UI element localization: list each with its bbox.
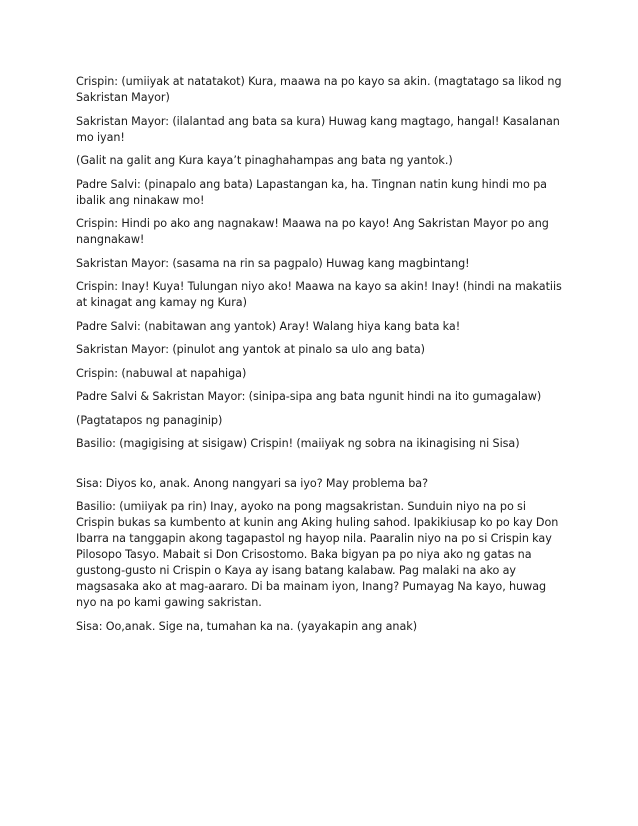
dialogue-line: Padre Salvi: (pinapalo ang bata) Lapastangan ka, ha. Tingnan natin kung hindi mo pa ibalik ang ninakaw mo! xyxy=(76,177,547,207)
dialogue-line: Crispin: (umiiyak at natatakot) Kura, maawa na po kayo sa akin. (magtatago sa likod ng Sakristan Mayor) xyxy=(76,75,562,104)
dialogue-line: Sakristan Mayor: (pinulot ang yantok at pinalo sa ulo ang bata) xyxy=(76,343,425,356)
stage-direction: (Galit na galit ang Kura kaya’t pinaghahampas ang bata ng yantok.) xyxy=(76,154,453,167)
dialogue-line: Sisa: Oo,anak. Sige na, tumahan ka na. (yayakapin ang anak) xyxy=(76,619,418,633)
dialogue-line: Sakristan Mayor: (sasama na rin sa pagpalo) Huwag kang magbintang! xyxy=(76,256,470,270)
dialogue-line: Padre Salvi: (nabitawan ang yantok) Aray! Walang hiya kang bata ka! xyxy=(76,319,461,333)
dialogue-line: Sakristan Mayor: (ilalantad ang bata sa kura) Huwag kang magtago, hangal! Kasalanan mo iyan! xyxy=(76,114,560,144)
dialogue-line: Basilio: (magigising at sisigaw) Crispin! (maiiyak ng sobra na ikinagising ni Sisa) xyxy=(76,437,520,450)
dialogue-line: Crispin: Inay! Kuya! Tulungan niyo ako! Maawa na kayo sa akin! Inay! (hindi na makatiis at kinagat ang kamay ng Kura) xyxy=(76,280,562,309)
document-body xyxy=(76,74,562,642)
dialogue-line: Basilio: (umiiyak pa rin) Inay, ayoko na pong magsakristan. Sunduin niyo na po si Crispin bukas sa kumbento at kunin ang Aking huling sahod. Ipakikiusap ko po kay Don Ibarra na tanggapin akong tagapastol ng hayop nila. Paaralin niyo na po si Crispin kay Pilosopo Tasyo. Mabait si Don Crisostomo. Baka bigyan pa po niya ako ng gatas na gustong-gusto ni Crispin o Kaya ay isang batang kalabaw. Pag malaki na ako ay magsasaka ako at mag-aararo. Di ba mainam iyon, Inang? Pumayag Na kayo, huwag nyo na po kami gawing sakristan. xyxy=(76,500,559,609)
dialogue-line: Padre Salvi & Sakristan Mayor: (sinipa-sipa ang bata ngunit hindi na ito gumagalaw) xyxy=(76,390,542,403)
stage-direction: (Pagtatapos ng panaginip) xyxy=(76,413,223,427)
blank-line xyxy=(76,460,562,476)
dialogue-line: Crispin: (nabuwal at napahiga) xyxy=(76,366,247,380)
dialogue-line: Crispin: Hindi po ako ang nagnakaw! Maawa na po kayo! Ang Sakristan Mayor po ang nangnakaw! xyxy=(76,217,549,246)
dialogue-line: Sisa: Diyos ko, anak. Anong nangyari sa iyo? May problema ba? xyxy=(76,476,428,490)
